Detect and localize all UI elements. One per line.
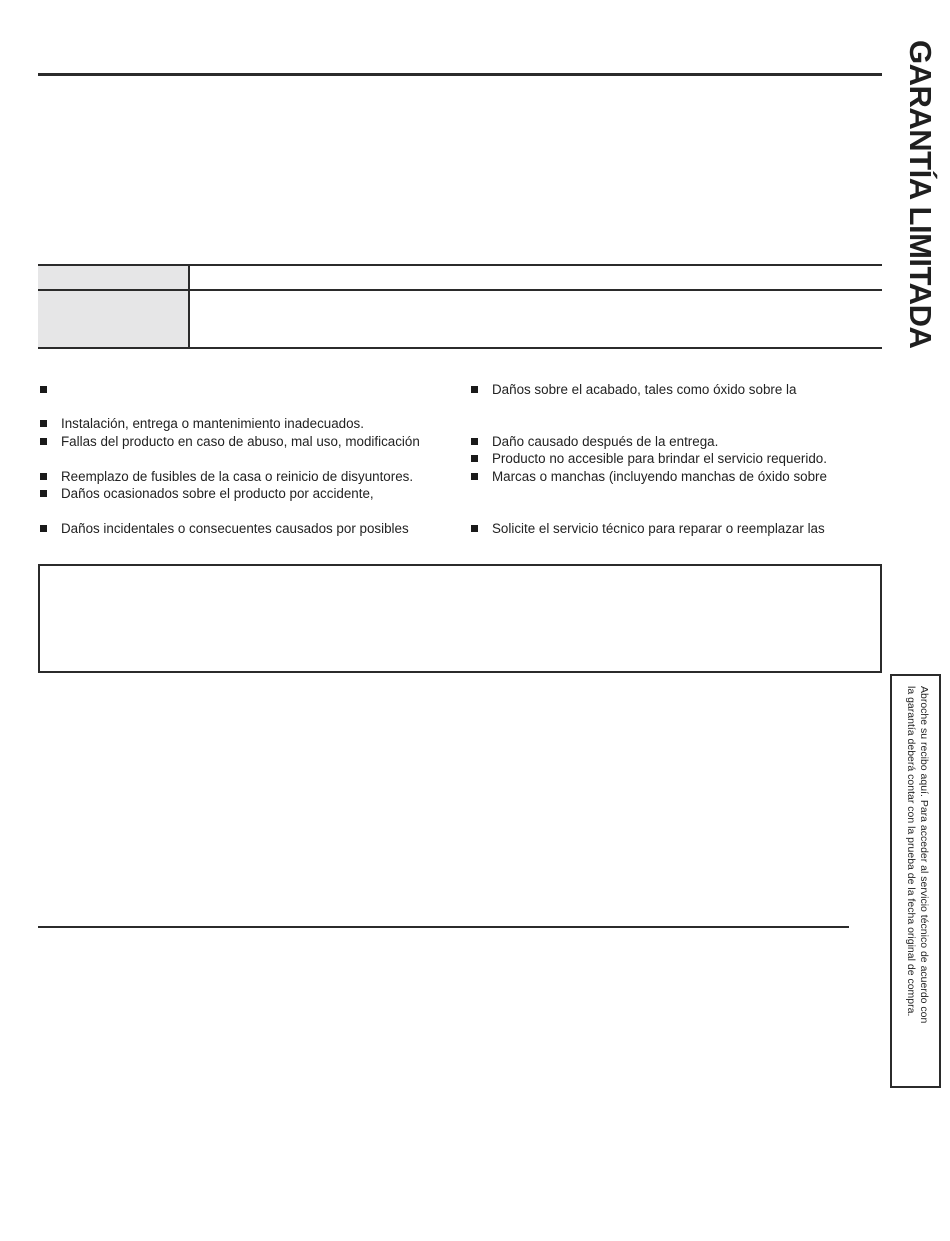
bullet-icon: [471, 455, 478, 462]
bottom-rule: [38, 926, 849, 928]
exclusion-item: Daños incidentales o consecuentes causados por posibles: [61, 521, 409, 536]
receipt-note: [904, 686, 930, 1023]
exclusion-item: Producto no accesible para brindar el servicio requerido.: [492, 451, 827, 466]
table-body-label-cell: [38, 291, 188, 347]
bullet-icon: [40, 473, 47, 480]
table-column-divider: [188, 264, 190, 349]
side-title: [880, 40, 950, 400]
exclusion-item: Reemplazo de fusibles de la casa o reinicio de disyuntores.: [61, 469, 414, 484]
notice-box: [38, 564, 882, 673]
receipt-note-line-2: la garantía deberá contar con la prueba de la fecha original de compra.: [905, 686, 917, 1017]
bullet-icon: [471, 473, 478, 480]
table-top-border: [38, 264, 882, 266]
bullet-icon: [40, 420, 47, 427]
exclusion-item: Fallas del producto en caso de abuso, mal uso, modificación: [61, 434, 420, 449]
top-rule: [38, 73, 882, 76]
table-header-label-cell: [38, 265, 188, 289]
bullet-icon: [471, 438, 478, 445]
bullet-icon: [471, 386, 478, 393]
exclusion-item: Marcas o manchas (incluyendo manchas de óxido sobre: [492, 469, 827, 484]
exclusion-item: Daño causado después de la entrega.: [492, 434, 719, 449]
table-bottom-border: [38, 347, 882, 349]
bullet-icon: [471, 525, 478, 532]
exclusion-item: Daños sobre el acabado, tales como óxido sobre la: [492, 382, 797, 397]
side-title-text: GARANTÍA LIMITADA: [903, 40, 938, 349]
exclusion-item: Daños ocasionados sobre el producto por accidente,: [61, 486, 374, 501]
receipt-note-line-1: Abroche su recibo aquí. Para acceder al servicio técnico de acuerdo con: [918, 686, 930, 1024]
bullet-icon: [40, 438, 47, 445]
receipt-box: [890, 674, 941, 1088]
table-row-divider: [38, 289, 882, 291]
bullet-icon: [40, 386, 47, 393]
exclusion-item: Solicite el servicio técnico para reparar o reemplazar las: [492, 521, 825, 536]
bullet-icon: [40, 490, 47, 497]
exclusion-item: Instalación, entrega o mantenimiento inadecuados.: [61, 416, 364, 431]
bullet-icon: [40, 525, 47, 532]
